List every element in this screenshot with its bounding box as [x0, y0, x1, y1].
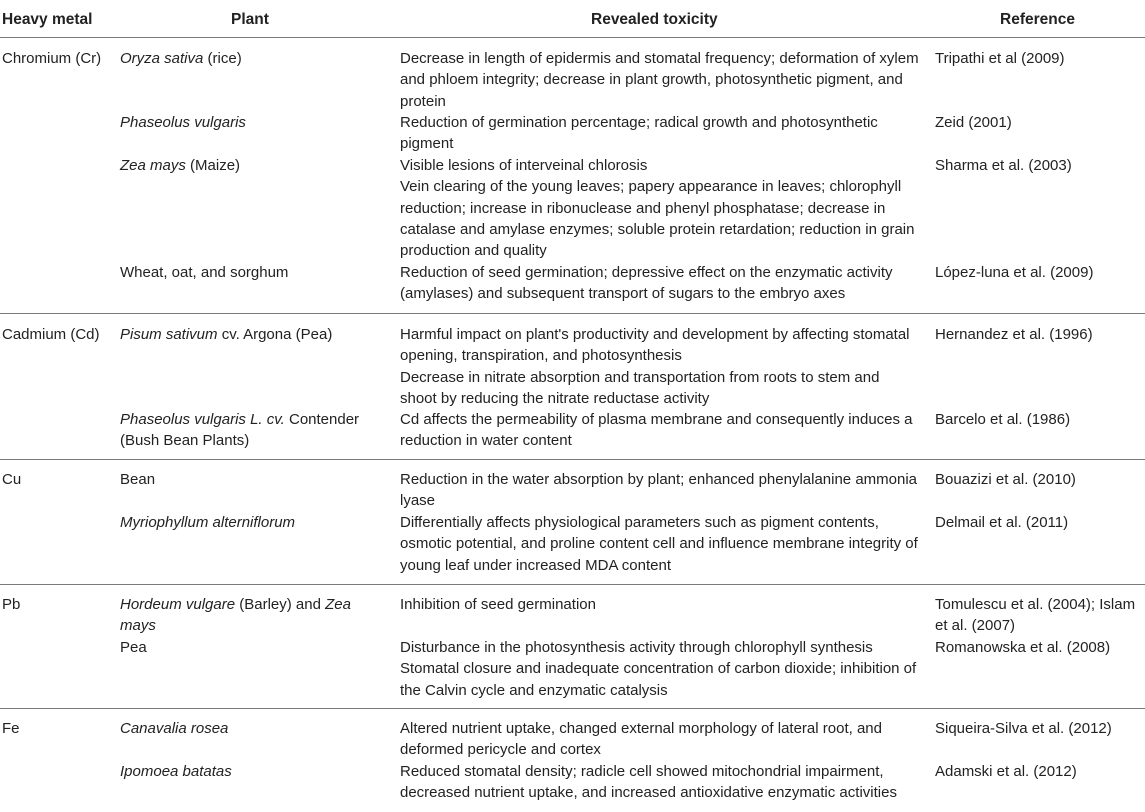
plant-name-rest: (Maize): [185, 157, 241, 174]
toxicity-cell: Reduction of seed germination; depressive effect on the enzymatic activity (amylases) and subsequent transport of sugars to the embryo axes: [400, 264, 893, 303]
metal-cell: Chromium (Cr): [2, 50, 102, 67]
toxicity-line: Disturbance in the photosynthesis activity through chlorophyll synthesis: [400, 639, 873, 656]
toxicity-cell: Cd affects the permeability of plasma membrane and consequently induces a reduction in water content: [400, 411, 913, 450]
metal-cell: Cu: [2, 471, 22, 488]
plant-name-rest: Contender (Bush Bean Plants): [120, 411, 360, 450]
reference-cell: Tripathi et al (2009): [935, 50, 1065, 67]
group-divider: [0, 313, 1145, 314]
plant-cell: [120, 409, 380, 452]
plant-name-rest: cv. Argona (Pea): [217, 326, 333, 343]
plant-name-rest: Wheat, oat, and sorghum: [120, 264, 289, 281]
toxicity-line: Visible lesions of interveinal chlorosis: [400, 157, 648, 174]
reference-cell: Sharma et al. (2003): [935, 157, 1072, 174]
toxicity-cell: Reduced stomatal density; radicle cell showed mitochondrial impairment, decreased nutrient uptake, and increased antioxidative enzymatic activities: [400, 763, 897, 802]
plant-name-italic: Myriophyllum alterniflorum: [120, 514, 296, 531]
plant-name-rest: Pea: [120, 639, 147, 656]
header-plant: Plant: [231, 11, 269, 28]
toxicity-line: Vein clearing of the young leaves; papery appearance in leaves; chlorophyll reduction; increase in ribonuclease and phenyl phosphatase; decrease in catalase and amylase enzymes; soluble protein retardation; reduction in grain production and quality: [400, 178, 915, 260]
plant-name-rest: (Barley) and: [235, 596, 326, 613]
reference-cell: Delmail et al. (2011): [935, 514, 1069, 531]
group-divider: [0, 459, 1145, 460]
toxicity-cell: Decrease in length of epidermis and stomatal frequency; deformation of xylem and phloem integrity; decrease in plant growth, photosynthetic pigment, and protein: [400, 50, 919, 110]
plant-cell: [120, 324, 380, 345]
reference-cell: Hernandez et al. (1996): [935, 326, 1093, 343]
reference-cell: Adamski et al. (2012): [935, 763, 1077, 780]
plant-name-italic: Canavalia rosea: [120, 720, 229, 737]
plant-cell: [120, 469, 380, 490]
plant-name-italic: Pisum sativum: [120, 326, 218, 343]
toxicity-cell: Inhibition of seed germination: [400, 596, 596, 613]
plant-cell: [120, 761, 380, 782]
plant-cell: [120, 594, 380, 637]
toxicity-line: Decrease in nitrate absorption and transportation from roots to stem and shoot by reducing the nitrate reductase activity: [400, 368, 880, 407]
plant-cell: [120, 637, 380, 658]
plant-name-italic: Oryza sativa: [120, 50, 204, 67]
toxicity-cell: Reduction of germination percentage; radical growth and photosynthetic pigment: [400, 114, 878, 153]
plant-cell: [120, 155, 380, 176]
plant-name-italic: Phaseolus vulgaris: [120, 114, 246, 131]
toxicity-line: Harmful impact on plant's productivity and development by affecting stomatal opening, transpiration, and photosynthesis: [400, 326, 910, 365]
header-divider: [0, 37, 1145, 38]
toxicity-cell: [400, 324, 920, 409]
plant-cell: [120, 512, 380, 533]
plant-cell: [120, 262, 380, 283]
plant-name-italic: Phaseolus vulgaris L. cv.: [120, 411, 285, 428]
metal-cell: Fe: [2, 720, 20, 737]
reference-cell: Romanowska et al. (2008): [935, 639, 1111, 656]
header-heavy-metal: Heavy metal: [2, 11, 93, 28]
toxicity-cell: Reduction in the water absorption by plant; enhanced phenylalanine ammonia lyase: [400, 471, 918, 510]
reference-cell: Bouazizi et al. (2010): [935, 471, 1076, 488]
plant-name-italic: Hordeum vulgare: [120, 596, 236, 613]
toxicity-line: Stomatal closure and inadequate concentration of carbon dioxide; inhibition of the Calvin cycle and enzymatic catalysis: [400, 660, 917, 699]
metal-cell: Cadmium (Cd): [2, 326, 100, 343]
toxicity-cell: [400, 637, 920, 701]
toxicity-cell: Altered nutrient uptake, changed external morphology of lateral root, and deformed pericycle and cortex: [400, 720, 882, 759]
header-reference: Reference: [1000, 11, 1075, 28]
plant-cell: [120, 48, 380, 69]
plant-name-rest: (rice): [203, 50, 242, 67]
plant-name-italic: Zea mays: [120, 596, 351, 635]
plant-name-rest: Bean: [120, 471, 156, 488]
group-divider: [0, 708, 1145, 709]
toxicity-cell: [400, 155, 920, 261]
header-revealed-toxicity: Revealed toxicity: [591, 11, 718, 28]
reference-cell: Tomulescu et al. (2004); Islam et al. (2007): [935, 596, 1136, 635]
group-divider: [0, 584, 1145, 585]
reference-cell: López-luna et al. (2009): [935, 264, 1094, 281]
toxicity-cell: Differentially affects physiological parameters such as pigment contents, osmotic potential, and proline content cell and influence membrane integrity of young leaf under increased MDA content: [400, 514, 918, 574]
reference-cell: Barcelo et al. (1986): [935, 411, 1071, 428]
plant-name-italic: Zea mays: [120, 157, 186, 174]
reference-cell: Zeid (2001): [935, 114, 1012, 131]
reference-cell: Siqueira-Silva et al. (2012): [935, 720, 1112, 737]
plant-cell: [120, 718, 380, 739]
plant-cell: [120, 112, 380, 133]
metal-cell: Pb: [2, 596, 21, 613]
plant-name-italic: Ipomoea batatas: [120, 763, 232, 780]
